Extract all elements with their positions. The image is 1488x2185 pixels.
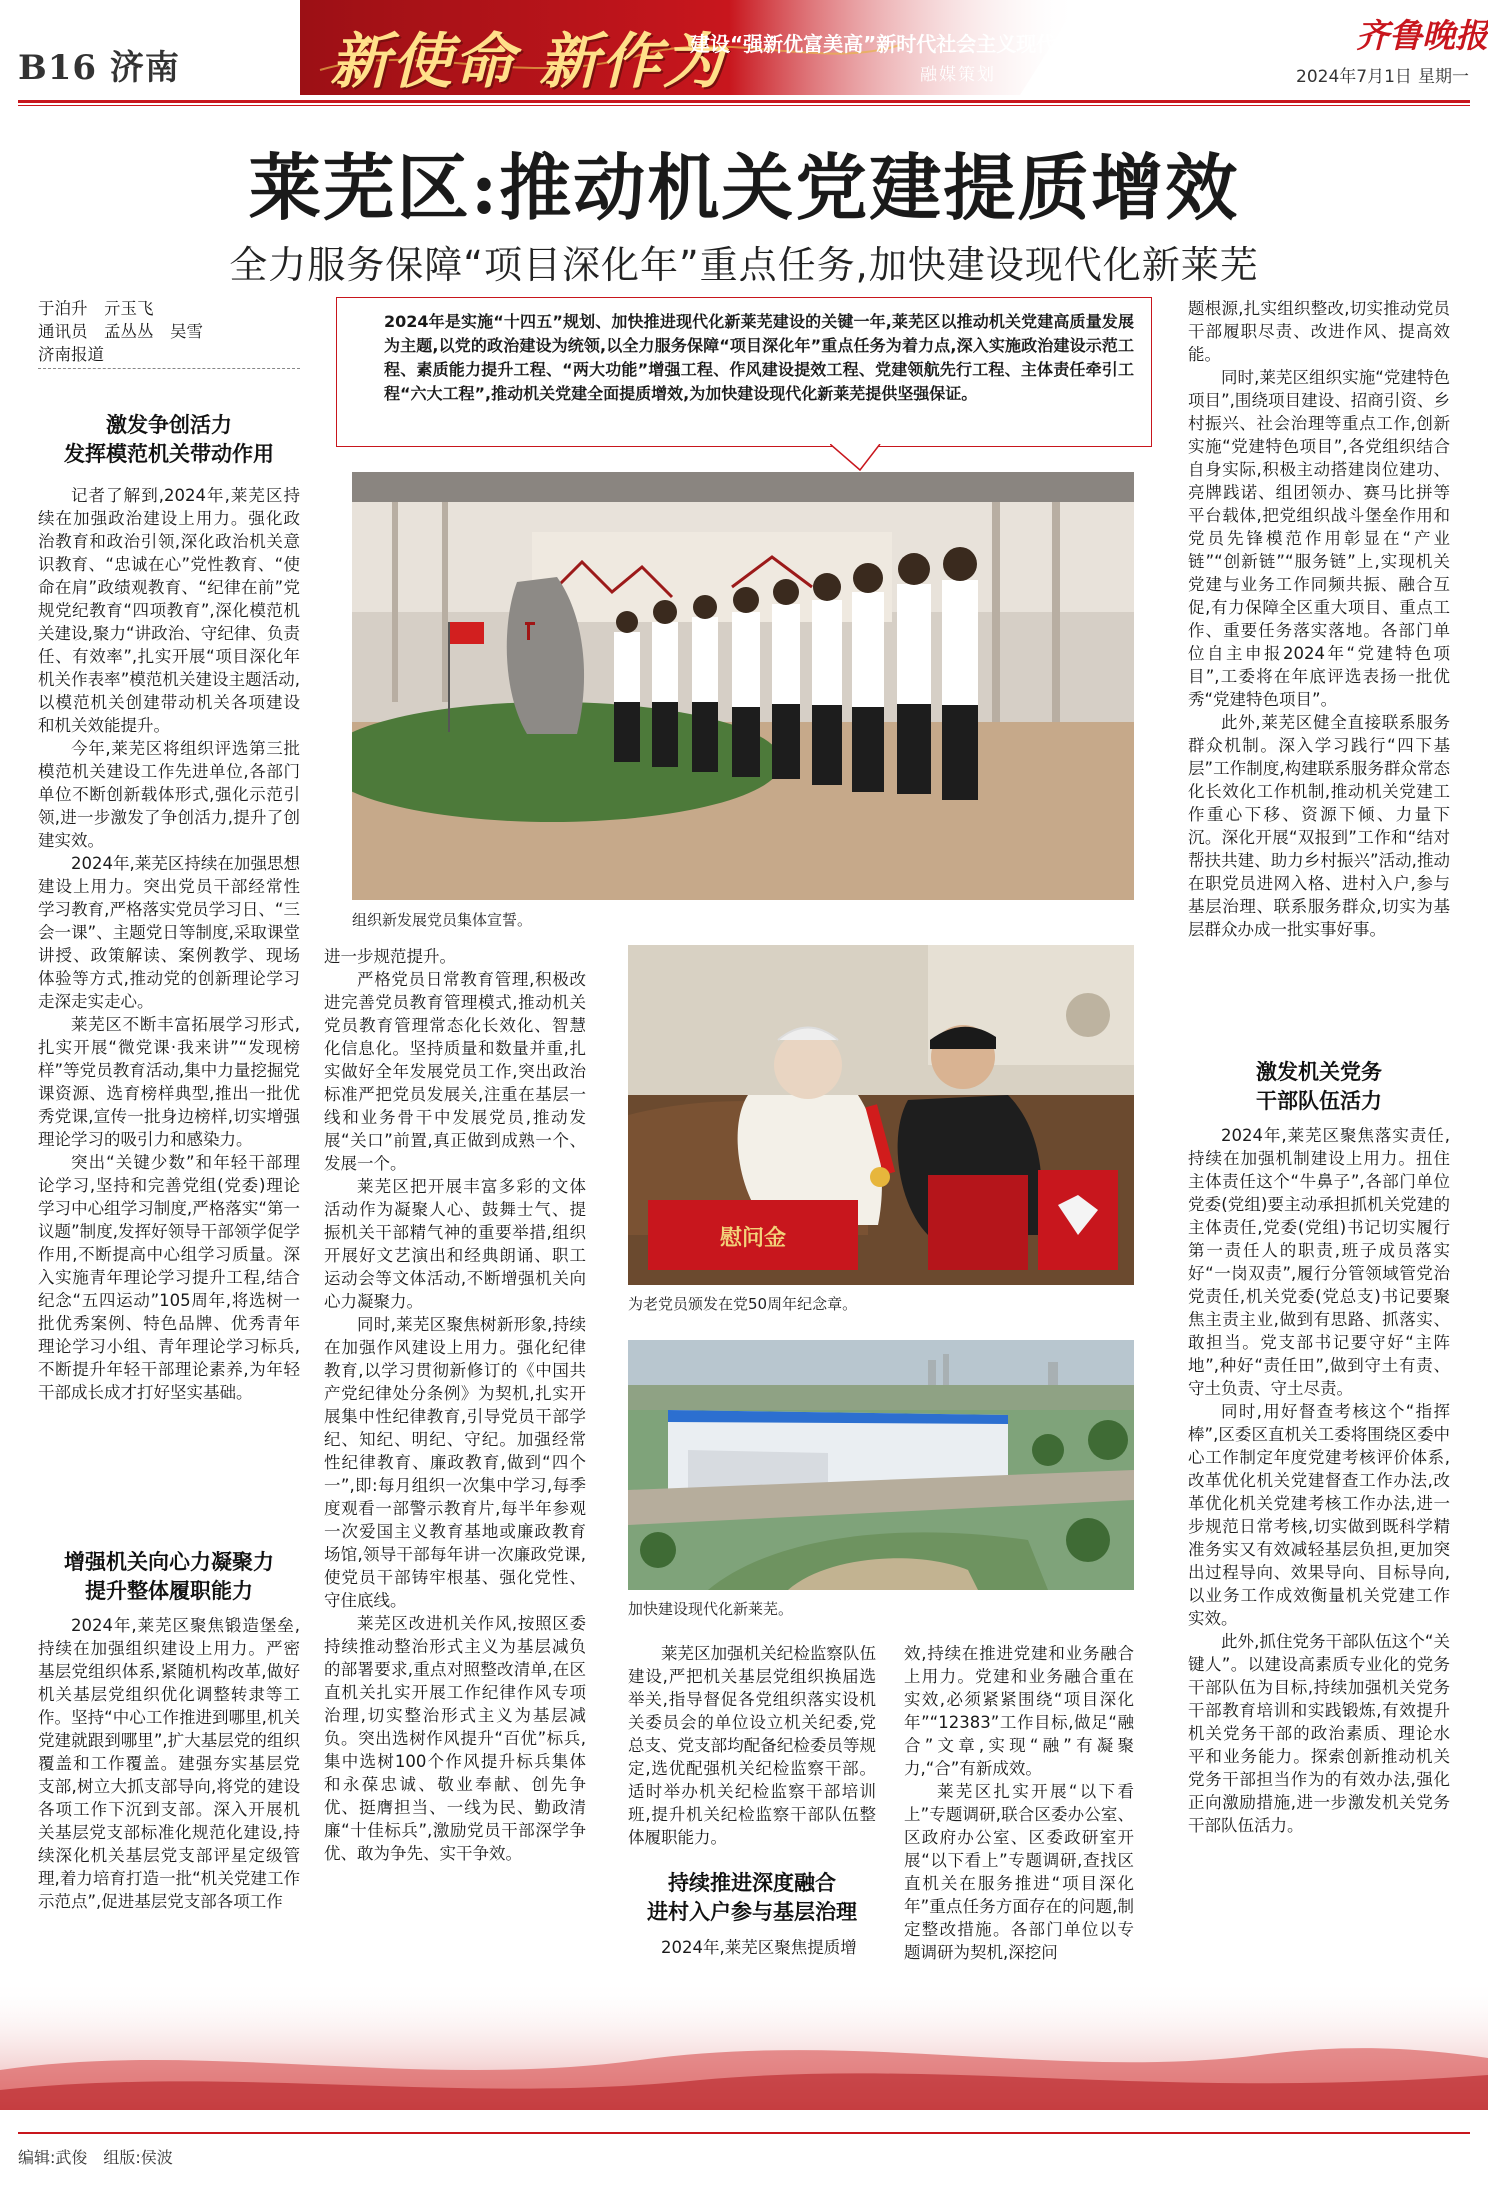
section2-heading	[38, 1547, 300, 1605]
section1-heading-line2: 发挥模范机关带动作用	[64, 441, 274, 466]
footer-decoration	[0, 1980, 1488, 2110]
lead-text: 2024年是实施“十四五”规划、加快推进现代化新莱芜建设的关键一年,莱芜区以推动机关党建高质量发展为主题,以党的政治建设为统领,以全力服务保障“项目深化年”重点任务为着力点,深入实施政治建设示范工程、素质能力提升工程、“两大功能”增强工程、作风建设提效工程、党建领航先行工程、主体责任牵引工程“六大工程”,推动机关党建全面提质增效,为加快建设现代化新莱芜提供坚强保证。	[384, 312, 1134, 403]
paragraph: 同时,用好督查考核这个“指挥棒”,区委区直机关工委将围绕区委中心工作制定年度党建考核评价体系,改革优化机关党建督查工作办法,改革优化机关党建考核工作办法,进一步规范日常考核,切实做到既科学精准务实又有效减轻基层负担,更加突出过程导向、效果导向、目标导向,以业务工作成效衡量机关党建工作实效。	[1188, 1402, 1450, 1628]
paragraph: 记者了解到,2024年,莱芜区持续在加强政治建设上用力。强化政治教育和政治引领,深化政治机关意识教育、“忠诚在心”党性教育、“使命在肩”政绩观教育、“纪律在前”党规党纪教育“四项教育”,深化模范机关建设,聚力“讲政治、守纪律、负责任、有效率”,扎实开展“项目深化年 机关作表率”模范机关建设主题活动,以模范机关创建带动机关各项建设和机关效能提升。	[38, 486, 300, 735]
article-title: 莱芜区:推动机关党建提质增效	[248, 145, 1240, 230]
page-number-text: B16	[18, 48, 98, 88]
header-rule	[18, 100, 1470, 103]
paragraph: 此外,莱芜区健全直接联系服务群众机制。深入学习践行“四下基层”工作制度,构建联系服务群众常态化长效化工作机制,推动机关党建工作重心下移、资源下倾、力量下沉。深化开展“双报到”工作和“结对帮扶共建、助力乡村振兴”活动,推动在职党员进网入格、进村入户,参与基层治理、联系服务群众,切实为基层群众办成一批实事好事。	[1188, 713, 1450, 939]
section4-heading-line1: 激发机关党务	[1256, 1059, 1382, 1084]
article-subtitle: 全力服务保障“项目深化年”重点任务,加快建设现代化新莱芜	[229, 243, 1259, 287]
publish-date: 2024年7月1日	[1296, 67, 1412, 87]
paragraph: 今年,莱芜区将组织评选第三批模范机关建设工作先进单位,各部门单位不断创新载体形式,强化示范引领,进一步激发了争创活力,提升了创建实效。	[38, 739, 300, 850]
photo1-caption: 组织新发展党员集体宣誓。	[352, 911, 533, 929]
banner-subtitle: 建设“强新优富美高”新时代社会主义现代化强省会	[690, 32, 1137, 56]
paragraph: 莱芜区改进机关作风,按照区委持续推动整治形式主义为基层减负的部署要求,重点对照整改清单,在区直机关扎实开展工作纪律作风专项治理,切实整治形式主义为基层减负。突出选树作风提升“百优”标兵,集中选树100个作风提升标兵集体和永葆忠诚、敬业奉献、创先争优、挺膺担当、一线为民、勤政清廉“十佳标兵”,激励党员干部深学争优、敢为争先、实干争效。	[324, 1614, 586, 1863]
paragraph: 2024年,莱芜区聚焦提质增	[661, 1938, 857, 1957]
slogan: 新使命 新作为	[330, 27, 725, 97]
paragraph: 2024年,莱芜区聚焦落实责任,持续在加强机制建设上用力。扭住主体责任这个“牛鼻子”,各部门单位党委(党组)要主动承担抓机关党建的主体责任,党委(党组)书记切实履行第一责任人的职责,班子成员落实好“一岗双责”,履行分管领域管党治党责任,机关党委(党总支)书记要聚焦主责主业,做到有思路、抓落实、敢担当。党支部书记要守好“主阵地”,种好“责任田”,做到守土有责、守土负责、守土尽责。	[1188, 1126, 1450, 1398]
section1-heading-line1: 激发争创活力	[106, 412, 232, 437]
section4-heading-line2: 干部队伍活力	[1256, 1088, 1382, 1113]
section3-heading-line1: 持续推进深度融合	[668, 1870, 836, 1895]
paragraph: 2024年,莱芜区聚焦锻造堡垒,持续在加强组织建设上用力。严密基层党组织体系,紧随机构改革,做好机关基层党组织优化调整转隶等工作。坚持“中心工作推进到哪里,机关党建就跟到哪里”,扩大基层党的组织覆盖和工作覆盖。建强夯实基层党支部,树立大抓支部导向,将党的建设各项工作下沉到支部。深入开展机关基层党支部标准化规范化建设,持续深化机关基层党支部评星定级管理,着力培育打造一批“机关党建工作示范点”,促进基层党支部各项工作	[38, 1616, 300, 1911]
svg-text:慰问金: 慰问金	[719, 1225, 787, 1251]
paragraph: 2024年,莱芜区持续在加强思想建设上用力。突出党员干部经常性学习教育,严格落实党员学习日、“三会一课”、主题党日等制度,采取课堂讲授、政策解读、案例教学、现场体验等方式,推动党的创新理论学习走深走实走心。	[38, 854, 300, 1011]
newspaper-logo: 齐鲁晚报	[1356, 16, 1488, 55]
header-rule-thin	[18, 105, 1470, 106]
section3-heading-line2: 进村入户参与基层治理	[647, 1899, 857, 1924]
page-header	[0, 0, 1488, 100]
section3-heading	[614, 1868, 890, 1926]
paragraph: 莱芜区把开展丰富多彩的文体活动作为凝聚人心、鼓舞士气、提振机关干部精气神的重要举措,组织开展好文艺演出和经典朗诵、职工运动会等文体活动,不断增强机关向心力凝聚力。	[324, 1177, 586, 1311]
editor-credit: 编辑:武俊 组版:侯波	[18, 2148, 173, 2167]
byline-correspondents: 通讯员 孟丛丛 吴雪	[38, 322, 203, 341]
column1-top	[38, 484, 300, 1404]
footer-rule	[18, 2132, 1470, 2134]
paragraph: 此外,抓住党务干部队伍这个“关键人”。以建设高素质专业化的党务干部队伍为目标,持续加强机关党务干部教育培训和实践锻炼,有效提升机关党务干部的政治素质、理论水平和业务能力。探索创新推动机关党务干部担当作为的有效办法,强化正向激励措施,进一步激发机关党务干部队伍活力。	[1188, 1632, 1450, 1835]
paragraph: 突出“关键少数”和年轻干部理论学习,坚持和完善党组(党委)理论学习中心组学习制度,严格落实“第一议题”制度,发挥好领导干部领学促学作用,不断提高中心组学习质量。深入实施青年理论学习提升工程,结合纪念“五四运动”105周年,将选树一批优秀案例、特色品牌、优秀青年理论学习小组、青年理论学习标兵,不断提升年轻干部理论素养,为年轻干部成长成才打好坚实基础。	[38, 1153, 300, 1402]
photo-oath-ceremony	[352, 472, 1134, 900]
paragraph: 题根源,扎实组织整改,切实推动党员干部履职尽责、改进作风、提高效能。	[1188, 299, 1450, 364]
paragraph: 效,持续在推进党建和业务融合上用力。党建和业务融合重在实效,必须紧紧围绕“项目深化年”“12383”工作目标,做足“融合”文章,实现“融”有凝聚力,“合”有新成效。	[904, 1644, 1134, 1778]
column3b	[904, 1642, 1134, 1964]
paragraph: 同时,莱芜区组织实施“党建特色项目”,围绕项目建设、招商引资、乡村振兴、社会治理等重点工作,创新实施“党建特色项目”,各党组织结合自身实际,积极主动搭建岗位建功、亮牌践诺、组团领办、赛马比拼等平台载体,把党组织战斗堡垒作用和党员先锋模范作用彰显在“产业链”“创新链”“服务链”上,实现机关党建与业务工作同频共振、融合互促,有力保障全区重大项目、重点工作、重要任务落实落地。各部门单位自主申报2024年“党建特色项目”,工委将在年底评选表扬一批优秀“党建特色项目”。	[1188, 368, 1450, 709]
section-name: 济南	[109, 48, 180, 88]
publish-weekday: 星期一	[1418, 67, 1469, 87]
paragraph: 同时,莱芜区聚焦树新形象,持续在加强作风建设上用力。强化纪律教育,以学习贯彻新修订的《中国共产党纪律处分条例》为契机,扎实开展集中性纪律教育,引导党员干部学纪、知纪、明纪、守纪。加强经常性纪律教育、廉政教育,做到“四个一”,即:每月组织一次集中学习,每季度观看一部警示教育片,每半年参观一次爱国主义教育基地或廉政教育场馆,领导干部每年讲一次廉政党课,使党员干部铸牢根基、强化党性、守住底线。	[324, 1315, 586, 1610]
page-number	[18, 40, 180, 89]
lead-box-pointer	[830, 444, 890, 472]
paragraph: 莱芜区加强机关纪检监察队伍建设,严把机关基层党组织换届选举关,指导督促各党组织落实设机关委员会的单位设立机关纪委,党总支、党支部均配备纪检委员等规定,选优配强机关纪检监察干部。适时举办机关纪检监察干部培训班,提升机关纪检监察干部队伍整体履职能力。	[628, 1644, 876, 1847]
column4-top	[1188, 297, 1450, 941]
banner-tag: 融媒策划	[920, 65, 996, 85]
column2	[324, 945, 586, 1865]
paragraph: 进一步规范提升。	[324, 947, 456, 966]
photo3-caption: 加快建设现代化新莱芜。	[628, 1600, 794, 1618]
byline	[38, 297, 300, 369]
photo-aerial-construction	[628, 1340, 1134, 1590]
photo-veteran-medal	[628, 945, 1134, 1285]
column4-bottom	[1188, 1124, 1450, 1837]
column3a	[628, 1642, 876, 1849]
lead-paragraph	[352, 310, 1134, 406]
photo2-caption: 为老党员颁发在党50周年纪念章。	[628, 1295, 858, 1313]
paragraph: 莱芜区扎实开展“以下看上”专题调研,联合区委办公室、区政府办公室、区委政研室开展“以下看上”专题调研,查找区直机关在服务推进“项目深化年”重点任务方面存在的问题,制定整改措施。各部门单位以专题调研为契机,深挖问	[904, 1782, 1134, 1962]
column1-bottom	[38, 1614, 300, 1913]
byline-reporters: 于泊升 亓玉飞	[38, 299, 154, 318]
paragraph: 莱芜区不断丰富拓展学习形式,扎实开展“微党课·我来讲”“发现榜样”等党员教育活动,集中力量挖掘党课资源、选育榜样典型,推出一批优秀党课,宣传一批身边榜样,切实增强理论学习的吸引力和感染力。	[38, 1015, 300, 1149]
section2-heading-line2: 提升整体履职能力	[85, 1578, 253, 1603]
paragraph: 严格党员日常教育管理,积极改进完善党员教育管理模式,推动机关党员教育管理常态化长效化、智慧化信息化。坚持质量和数量并重,扎实做好全年发展党员工作,突出政治标准严把党员发展关,注重在基层一线和业务骨干中发展党员,推动发展“关口”前置,真正做到成熟一个、发展一个。	[324, 970, 586, 1173]
section4-heading	[1188, 1057, 1450, 1115]
section2-heading-line1: 增强机关向心力凝聚力	[64, 1549, 274, 1574]
column3a-bottom	[628, 1936, 876, 1959]
section1-heading	[38, 410, 300, 468]
byline-location: 济南报道	[38, 343, 300, 369]
